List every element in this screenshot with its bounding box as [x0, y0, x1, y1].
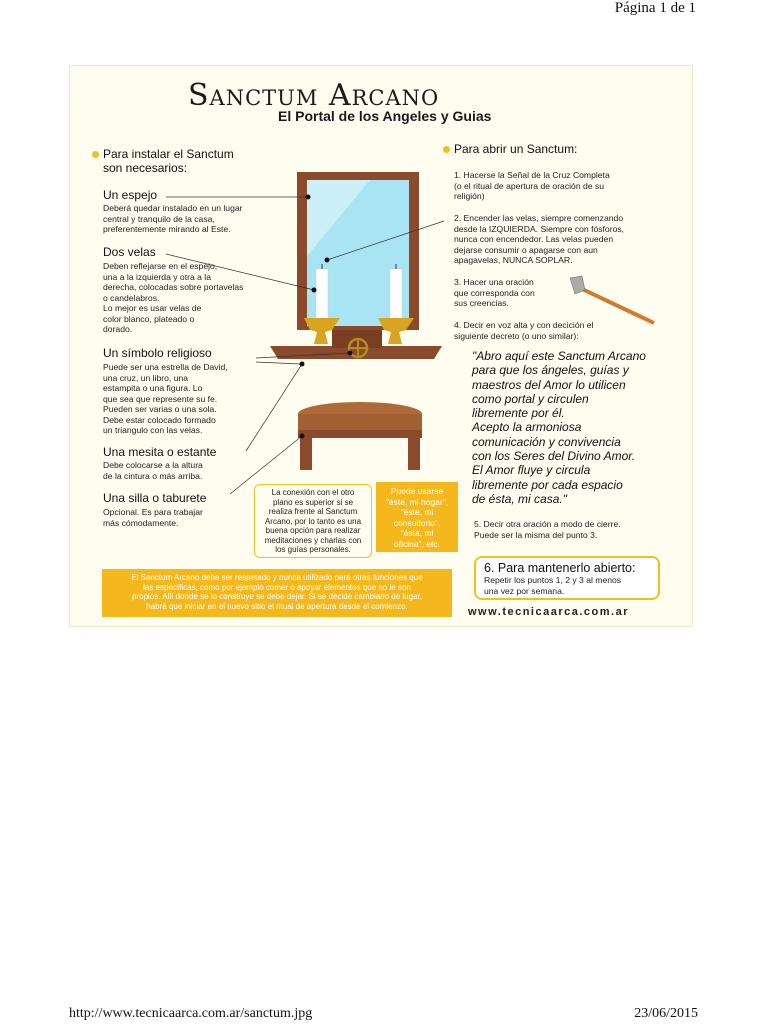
body-line: o candelabros. [103, 292, 160, 303]
note-line: consultorio", [393, 517, 441, 528]
body-line: derecha, colocadas sobre portavelas [103, 282, 244, 292]
quote-line: para que los ángeles, guías y [472, 363, 629, 378]
candle-snuffer [580, 288, 654, 323]
note-line: La conexión con el otro [271, 488, 355, 497]
right-candle-holder [378, 318, 414, 344]
note-line: "éste, mi [400, 507, 434, 517]
body-line: un triangulo con las velas. [103, 425, 203, 435]
note-line: "ésta, mi [400, 528, 434, 538]
bullet-icon [443, 146, 450, 153]
quote-line: como portal y circulen [472, 391, 589, 406]
body-line: preferentemente mirando al Este. [103, 224, 231, 234]
note-line: oficina", etc. [393, 538, 440, 549]
body-line: dorado. [103, 324, 133, 334]
item-table-title: Una mesita o estante [103, 445, 217, 459]
keep-open-title: 6. Para mantenerlo abierto: [484, 561, 636, 575]
item-chair-body [103, 507, 203, 528]
step-line: dejarse consumir o apagarse con aun [454, 244, 598, 255]
connection-note [254, 484, 372, 558]
quote-line: "Abro aquí este Sanctum Arcano [472, 349, 646, 363]
note-line: los guías personales. [275, 545, 351, 554]
keep-open-box [474, 556, 660, 600]
body-line: más cómodamente. [103, 517, 179, 528]
step-line: 5. Decir otra oración a modo de cierre. [474, 519, 621, 529]
stool-leg-right [408, 436, 420, 470]
install-heading-line: Para instalar el Sanctum [103, 147, 234, 161]
item-chair-title: Una silla o taburete [103, 491, 207, 505]
note-line: plano es superior si se [272, 497, 354, 507]
item-mirror-title: Un espejo [103, 188, 158, 202]
item-candles-title: Dos velas [103, 245, 156, 259]
respect-note [102, 569, 452, 617]
install-heading [103, 147, 234, 175]
page-header: Página 1 de 1 [614, 0, 696, 16]
note-line: Arcano, por lo tanto es una [264, 516, 362, 526]
step-line: siguiente decreto (o uno similar): [454, 330, 579, 341]
sanctum-poster [69, 65, 693, 627]
note-line: buena opción para realizar [265, 526, 361, 535]
body-line: Puede ser una estrella de David, [103, 362, 228, 372]
step-4 [454, 320, 593, 341]
note-line: El Sanctum Arcano debe ser respetado y nunca utilizado para otras funciones que [131, 573, 423, 582]
step-1 [454, 170, 610, 202]
step-line: sus creencias. [454, 298, 509, 308]
item-table-body [103, 460, 203, 481]
quote-line: El Amor fluye y circula [472, 463, 591, 478]
step-line: apagavelas, NUNCA SOPLAR. [454, 255, 573, 265]
bullet-icon [92, 151, 99, 158]
website-label: www.tecnicaarca.com.ar [468, 606, 629, 618]
body-line: una cruz, un libro, una [103, 372, 189, 383]
quote-line: comunicación y convivencia [472, 434, 621, 449]
left-candle [316, 269, 328, 319]
footer-url: http://www.tecnicaarca.com.ar/sanctum.jpg [69, 1006, 313, 1021]
note-line: Puede usarse [390, 486, 444, 496]
quote-line: libremente por él. [472, 406, 565, 421]
open-heading: Para abrir un Sanctum: [454, 142, 578, 156]
body-line: Debe estar colocado formado [103, 414, 216, 425]
body-line: Lo mejor es usar velas de [103, 303, 202, 313]
note-line: las específicas, como por ejemplo comer o apoyar elementos que no le son [143, 582, 411, 592]
usage-note [376, 482, 458, 552]
step-line: que corresponda con [454, 287, 535, 298]
note-line: realiza frente al Sanctum [268, 507, 358, 516]
step-line: 4. Decir en voz alta y con decición el [454, 320, 594, 330]
step-line: Puede ser la misma del punto 3. [474, 529, 598, 540]
right-candle [390, 269, 402, 319]
stool-leg-left [300, 436, 312, 470]
step-line: 1. Hacerse la Señal de la Cruz Completa [454, 170, 610, 180]
poster-title: Sanctum Arcano [188, 78, 440, 113]
quote-line: Acepto la armoniosa [472, 420, 582, 435]
body-line: color blanco, plateado o [103, 313, 195, 324]
step-line: desde la IZQUIERDA. Siempre con fósforos, [454, 223, 625, 234]
quote-line: de ésta, mi casa." [472, 491, 567, 506]
install-heading-line: son necesarios: [103, 161, 188, 175]
step-line: 2. Encender las velas, siempre comenzando [454, 213, 624, 223]
note-line: meditaciones y charlas con [264, 535, 362, 545]
step-5 [474, 519, 621, 540]
quote-line: con los Seres del Divino Amor. [472, 449, 636, 464]
note-line: propios. Allí donde se lo construye se debe dejar. Si se decide cambiarlo de lugar, [132, 592, 422, 602]
body-line: Pueden ser varias o una sola. [103, 404, 217, 414]
body-line: de la cintura o más arriba. [103, 470, 203, 481]
note-line: "éste, mi hogar", [385, 496, 449, 507]
body-line: Opcional. Es para trabajar [103, 507, 203, 517]
body-line: que sea que represente su fe. [103, 393, 218, 404]
step-line: religión) [454, 191, 485, 201]
step-line: 3. Hacer una oración [454, 277, 534, 287]
keep-open-body [484, 575, 650, 596]
keep-line: Repetir los puntos 1, 2 y 3 al menos [484, 575, 622, 585]
poster-subtitle: El Portal de los Angeles y Guias [278, 108, 492, 124]
item-symbol-body [103, 362, 228, 436]
footer-date: 23/06/2015 [634, 1006, 698, 1021]
item-mirror-body [103, 203, 243, 235]
note-line: habrá que iniciar en el nuevo sitio el ritual de apertura desde el comienzo. [146, 602, 408, 612]
item-symbol-title: Un símbolo religioso [103, 346, 212, 360]
quote-line: maestros del Amor lo utilicen [472, 377, 626, 392]
step-line: (o el ritual de apertura de oración de su [454, 180, 605, 191]
item-candles-body [103, 261, 243, 335]
keep-line: una vez por semana. [484, 585, 565, 596]
step-line: nunca con encendedor. Las velas pueden [454, 234, 614, 244]
body-line: Deberá quedar instalado en un lugar [103, 203, 243, 213]
step-2 [454, 213, 624, 266]
step-3 [454, 277, 535, 309]
quote-line: libremente por cada espacio [472, 477, 623, 492]
body-line: estampita o una figura. Lo [103, 383, 203, 393]
body-line: Debe colocarse a la altura [103, 460, 203, 470]
body-line: una a la izquierda y otra a la [103, 271, 211, 282]
body-line: central y tranquilo de la casa, [103, 213, 215, 224]
decree-quote [472, 349, 682, 506]
body-line: Deben reflejarse en el espejo, [103, 261, 218, 271]
